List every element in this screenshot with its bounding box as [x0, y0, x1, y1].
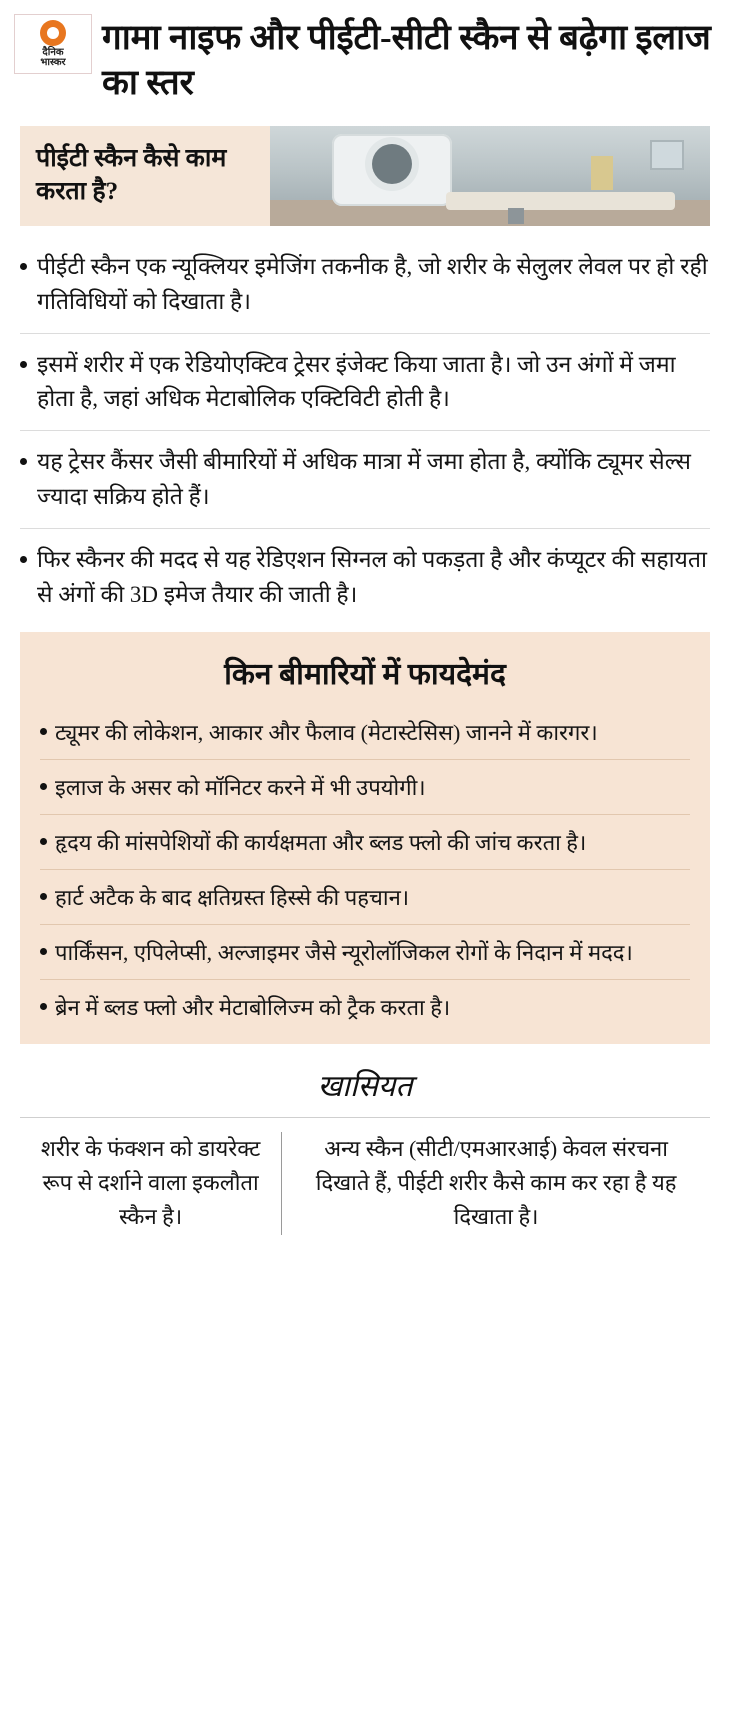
- list-item-text: इलाज के असर को मॉनिटर करने में भी उपयोगी।: [55, 775, 426, 801]
- bullet-dot-icon: [20, 263, 27, 270]
- bullet-dot-icon: [40, 783, 47, 790]
- list-item: [40, 980, 690, 1034]
- pet-ct-scanner-photo: [270, 126, 710, 226]
- list-item-text: यह ट्रेसर कैंसर जैसी बीमारियों में अधिक मात्रा में जमा होता है, क्योंकि ट्यूमर सेल्स ज्यादा सक्रिय होते हैं।: [37, 449, 691, 510]
- features-columns: [20, 1118, 710, 1256]
- list-item: [40, 815, 690, 870]
- list-item: [20, 431, 710, 529]
- how-it-works-list: [20, 236, 710, 627]
- list-item-text: ब्रेन में ब्लड फ्लो और मेटाबोलिज्म को ट्रैक करता है।: [55, 995, 451, 1021]
- list-item-text: इसमें शरीर में एक रेडियोएक्टिव ट्रेसर इंजेक्ट किया जाता है। जो उन अंगों में जमा होता है, जहां अधिक मेटाबोलिक एक्टिविटी होती है।: [37, 351, 676, 412]
- list-item: [40, 760, 690, 815]
- scanner-bore-icon: [372, 144, 412, 184]
- bullet-dot-icon: [40, 948, 47, 955]
- page-title: गामा नाइफ और पीईटी-सीटी स्कैन से बढ़ेगा इलाज का स्तर: [102, 18, 711, 102]
- feature-left-text: शरीर के फंक्शन को डायरेक्ट रूप से दर्शाने वाला इकलौता स्कैन है।: [20, 1132, 282, 1234]
- list-item-text: फिर स्कैनर की मदद से यह रेडिएशन सिग्नल को पकड़ता है और कंप्यूटर की सहायता से अंगों की 3D इमेज तैयार की जाती है।: [37, 547, 707, 608]
- list-item: [20, 236, 710, 334]
- bullet-dot-icon: [40, 893, 47, 900]
- scanner-bed-leg-decor: [508, 208, 524, 224]
- benefits-section: [20, 632, 710, 1044]
- benefits-title: किन बीमारियों में फायदेमंद: [224, 658, 506, 692]
- intro-label-text: पीईटी स्कैन कैसे काम करता है?: [36, 145, 227, 205]
- bullet-dot-icon: [40, 728, 47, 735]
- list-item-text: ट्यूमर की लोकेशन, आकार और फैलाव (मेटास्टेसिस) जानने में कारगर।: [55, 720, 598, 746]
- list-item-text: पीईटी स्कैन एक न्यूक्लियर इमेजिंग तकनीक है, जो शरीर के सेलुलर लेवल पर हो रही गतिविधियों को दिखाता है।: [37, 253, 708, 314]
- features-title: खासियत: [317, 1070, 413, 1104]
- bullet-dot-icon: [20, 556, 27, 563]
- list-item: [20, 529, 710, 626]
- list-item-text: हार्ट अटैक के बाद क्षतिग्रस्त हिस्से की पहचान।: [55, 885, 410, 911]
- scanner-bed-decor: [446, 192, 675, 210]
- intro-section: [20, 126, 710, 226]
- room-cabinet-decor: [591, 156, 613, 190]
- bhaskar-circle-logo-icon: [40, 20, 66, 46]
- bullet-dot-icon: [20, 361, 27, 368]
- list-item: [20, 334, 710, 432]
- header: [0, 0, 730, 106]
- logo-line-2: भास्कर: [40, 57, 66, 68]
- logo-line-1: दैनिक: [42, 46, 64, 58]
- feature-right-text: अन्य स्कैन (सीटी/एमआरआई) केवल संरचना दिखाते हैं, पीईटी शरीर कैसे काम कर रहा है यह दिखाता है।: [315, 1136, 677, 1230]
- bullet-dot-icon: [40, 838, 47, 845]
- room-window-decor: [650, 140, 684, 170]
- bullet-dot-icon: [20, 458, 27, 465]
- publisher-logo: [14, 14, 92, 74]
- list-item-text: हृदय की मांसपेशियों की कार्यक्षमता और ब्लड फ्लो की जांच करता है।: [55, 830, 587, 856]
- list-item: [40, 925, 690, 980]
- list-item-text: पार्किंसन, एपिलेप्सी, अल्जाइमर जैसे न्यूरोलॉजिकल रोगों के निदान में मदद।: [55, 940, 633, 966]
- list-item: [40, 705, 690, 760]
- list-item: [40, 870, 690, 925]
- intro-label-panel: [20, 126, 270, 226]
- bullet-dot-icon: [40, 1003, 47, 1010]
- scanner-gantry-icon: [332, 134, 452, 206]
